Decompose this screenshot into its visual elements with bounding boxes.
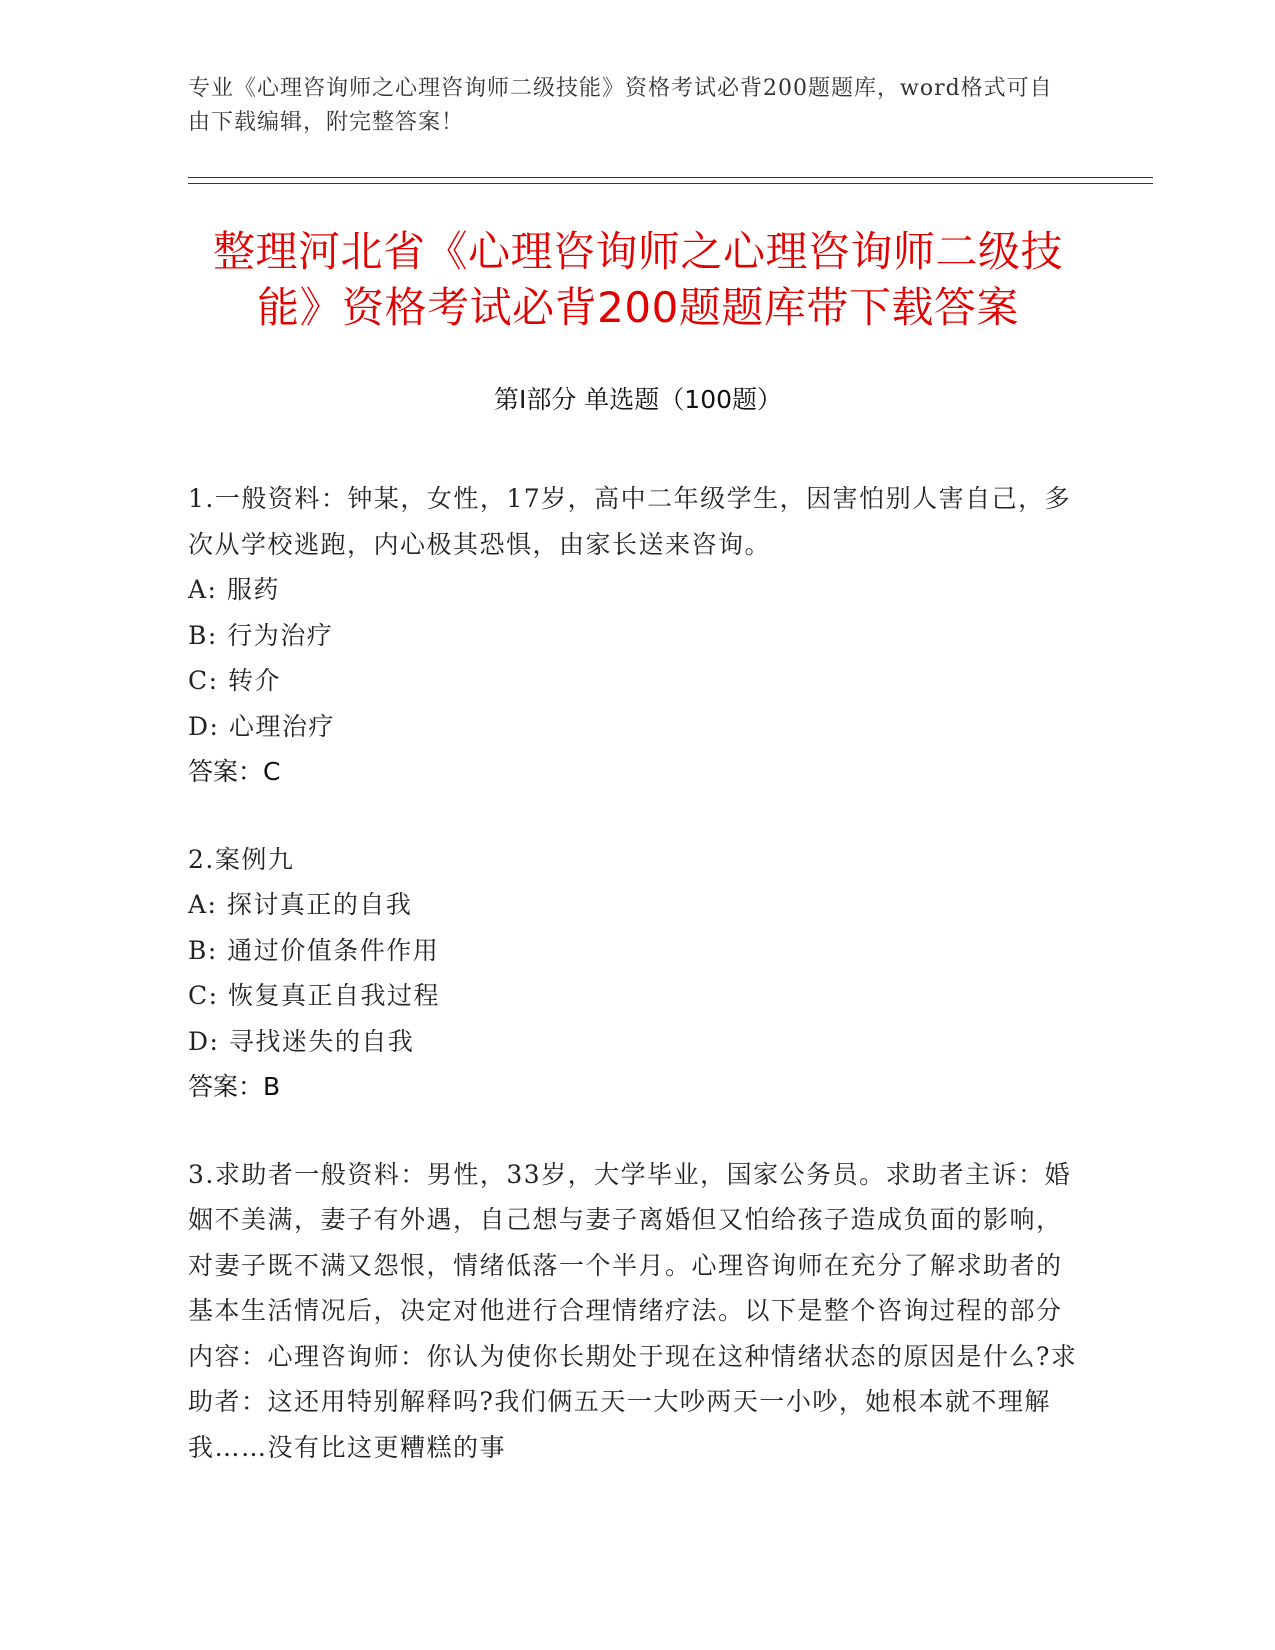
question-list	[188, 476, 1078, 1512]
question-stem: 1.一般资料：钟某，女性，17岁，高中二年级学生，因害怕别人害自己，多次从学校逃跑，内心极其恐惧，由家长送来咨询。	[188, 484, 1072, 559]
question-stem: 3.求助者一般资料：男性，33岁，大学毕业，国家公务员。求助者主诉：婚姻不美满，妻子有外遇，自己想与妻子离婚但又怕给孩子造成负面的影响，对妻子既不满又怨恨，情绪低落一个半月。心理咨询师在充分了解求助者的基本生活情况后，决定对他进行合理情绪疗法。以下是整个咨询过程的部分内容：心理咨询师：你认为使你长期处于现在这种情绪状态的原因是什么?求助者：这还用特别解释吗?我们俩五天一大吵两天一小吵，她根本就不理解我……没有比这更糟糕的事	[188, 1159, 1078, 1462]
question-1	[188, 476, 1078, 795]
option-b: B: 行为治疗	[188, 620, 334, 650]
option-a: A: 服药	[188, 575, 280, 604]
question-stem: 2.案例九	[188, 844, 295, 874]
question-2	[188, 837, 1078, 1110]
section-heading: 第Ⅰ部分 单选题（100题）	[493, 385, 783, 414]
header-note: 专业《心理咨询师之心理咨询师二级技能》资格考试必背200题题库，word格式可自由下载编辑，附完整答案！	[188, 76, 1053, 135]
option-d: D: 心理治疗	[188, 711, 335, 741]
option-d: D: 寻找迷失的自我	[188, 1026, 415, 1056]
answer: 答案：C	[188, 757, 281, 786]
option-c: C: 恢复真正自我过程	[188, 981, 440, 1010]
option-c: C: 转介	[188, 666, 281, 695]
header-divider-top	[188, 177, 1153, 178]
question-3	[188, 1152, 1078, 1471]
header-divider-bottom	[188, 183, 1153, 184]
answer: 答案：B	[188, 1072, 281, 1101]
document-title: 整理河北省《心理咨询师之心理咨询师二级技能》资格考试必背200题题库带下载答案	[212, 227, 1063, 332]
option-a: A: 探讨真正的自我	[188, 890, 413, 919]
option-b: B: 通过价值条件作用	[188, 935, 440, 965]
